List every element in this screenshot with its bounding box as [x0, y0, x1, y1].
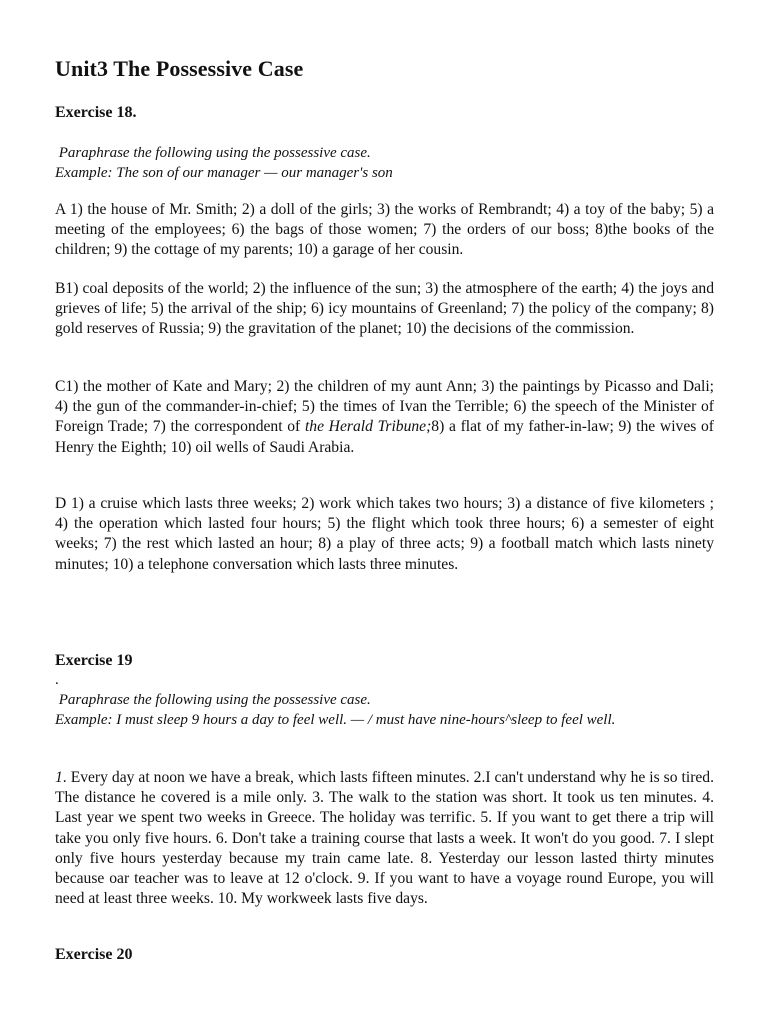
exercise-18-part-c [55, 377, 714, 458]
exercise-19-instruction: Paraphrase the following using the possessive case. [55, 692, 371, 708]
exercise-19-body [55, 768, 714, 909]
exercise-18-heading: Exercise 18. [55, 104, 137, 121]
exercise-18-example: Example: The son of our manager — our manager's son [55, 165, 393, 181]
exercise-18-instruction: Paraphrase the following using the possessive case. [55, 145, 371, 161]
part-c-newspaper-title: the Herald Tribune; [304, 418, 432, 436]
exercise-18-part-a: A 1) the house of Mr. Smith; 2) a doll of the girls; 3) the works of Rembrandt; 4) a toy of the baby; 5) a meeting of the employees; 6) the bags of those women; 7) the orders of our boss; 8)the books of the children; 9) the cottage of my parents; 10) a garage of her cousin. [55, 201, 714, 259]
exercise-19-heading: Exercise 19 [55, 652, 133, 669]
exercise-18-instructions [55, 143, 715, 183]
part-c-text-2: 8) a flat of my father-in-law; 9) the wives of Henry the Eighth; 10) oil wells of Saudi Arabia. [55, 418, 714, 456]
exercise-19-sentences: . Every day at noon we have a break, which lasts fifteen minutes. 2.I can't understand why he is so tired. The distance he covered is a mile only. 3. The walk to the station was short. It took us ten minutes. 4. Last year we spent two weeks in Greece. The holiday was terrific. 5. If you want to get there a trip will take you only five hours. 6. Don't take a training course that lasts a week. It won't do you good. 7. I slept only five hours yesterday because my train came late. 8. Yesterday our lesson lasted thirty minutes because oar teacher was to leave at 12 o'clock. 9. If you want to have a voyage round Europe, you will need at least three weeks. 10. My workweek lasts five days. [55, 769, 714, 908]
page-title: Unit3 The Possessive Case [55, 56, 304, 81]
exercise-19-example: Example: I must sleep 9 hours a day to feel well. — / must have nine-hours^sleep to feel well. [55, 712, 616, 728]
part-c-text-1: C1) the mother of Kate and Mary; 2) the children of my aunt Ann; 3) the paintings by Picasso and Dali; 4) the gun of the commander-in-chief; 5) the times of Ivan the Terrible; 6) the speech of the Minister of Foreign Trade; 7) the correspondent of [55, 378, 714, 436]
exercise-18-part-d: D 1) a cruise which lasts three weeks; 2) work which takes two hours; 3) a distance of five kilometers ; 4) the operation which lasted four hours; 5) the flight which took three hours; 6) a semester of eight weeks; 7) the rest which lasted an hour; 8) a play of three acts; 9) a football match which lasts ninety minutes; 10) a telephone conversation which lasts three minutes. [55, 495, 714, 573]
exercise-19-instructions [55, 690, 715, 730]
exercise-20-heading: Exercise 20 [55, 946, 133, 963]
exercise-19-first-number: 1 [55, 769, 63, 786]
stray-dot: . [55, 672, 59, 688]
exercise-18-part-b: B1) coal deposits of the world; 2) the influence of the sun; 3) the atmosphere of the earth; 4) the joys and grieves of life; 5) the arrival of the ship; 6) icy mountains of Greenland; 7) the policy of the company; 8) gold reserves of Russia; 9) the gravitation of the planet; 10) the decisions of the commission. [55, 280, 714, 338]
